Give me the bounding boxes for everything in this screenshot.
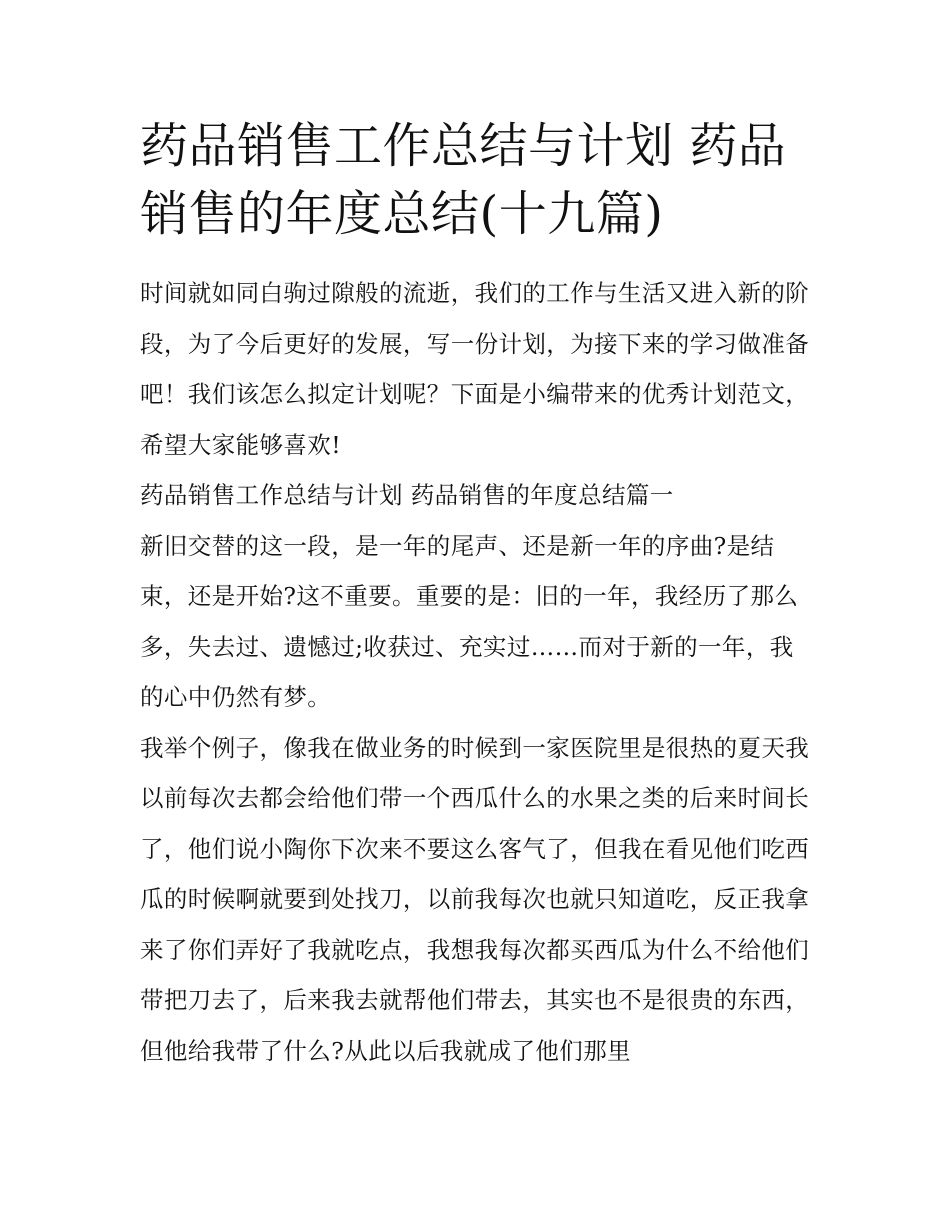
body-paragraph: 我举个例子，像我在做业务的时候到一家医院里是很热的夏天我以前每次去都会给他们带一个西瓜什么的水果之类的后来时间长了，他们说小陶你下次来不要这么客气了，但我在看见他们吃西瓜的时候啊就要到处找刀，以前我每次也就只知道吃，反正我拿来了你们弄好了我就吃点，我想我每次都买西瓜为什么不给他们带把刀去了，后来我去就帮他们带去，其实也不是很贵的东西，但他给我带了什么?从此以后我就成了他们那里 xyxy=(140,733,810,1065)
body-paragraph: 新旧交替的这一段，是一年的尾声、还是新一年的序曲?是结束，还是开始?这不重要。重要的是：旧的一年，我经历了那么多，失去过、遗憾过;收获过、充实过……而对于新的一年，我的心中仍然有梦。 xyxy=(140,531,799,711)
intro-paragraph: 时间就如同白驹过隙般的流逝，我们的工作与生活又进入新的阶段，为了今后更好的发展，写一份计划，为接下来的学习做准备吧！我们该怎么拟定计划呢？下面是小编带来的优秀计划范文，希望大家能够喜欢! xyxy=(140,279,810,459)
document-content xyxy=(140,112,812,1076)
section-heading: 药品销售工作总结与计划 药品销售的年度总结篇一 xyxy=(140,481,674,509)
document-title: 药品销售工作总结与计划 药品销售的年度总结(十九篇) xyxy=(140,118,787,242)
